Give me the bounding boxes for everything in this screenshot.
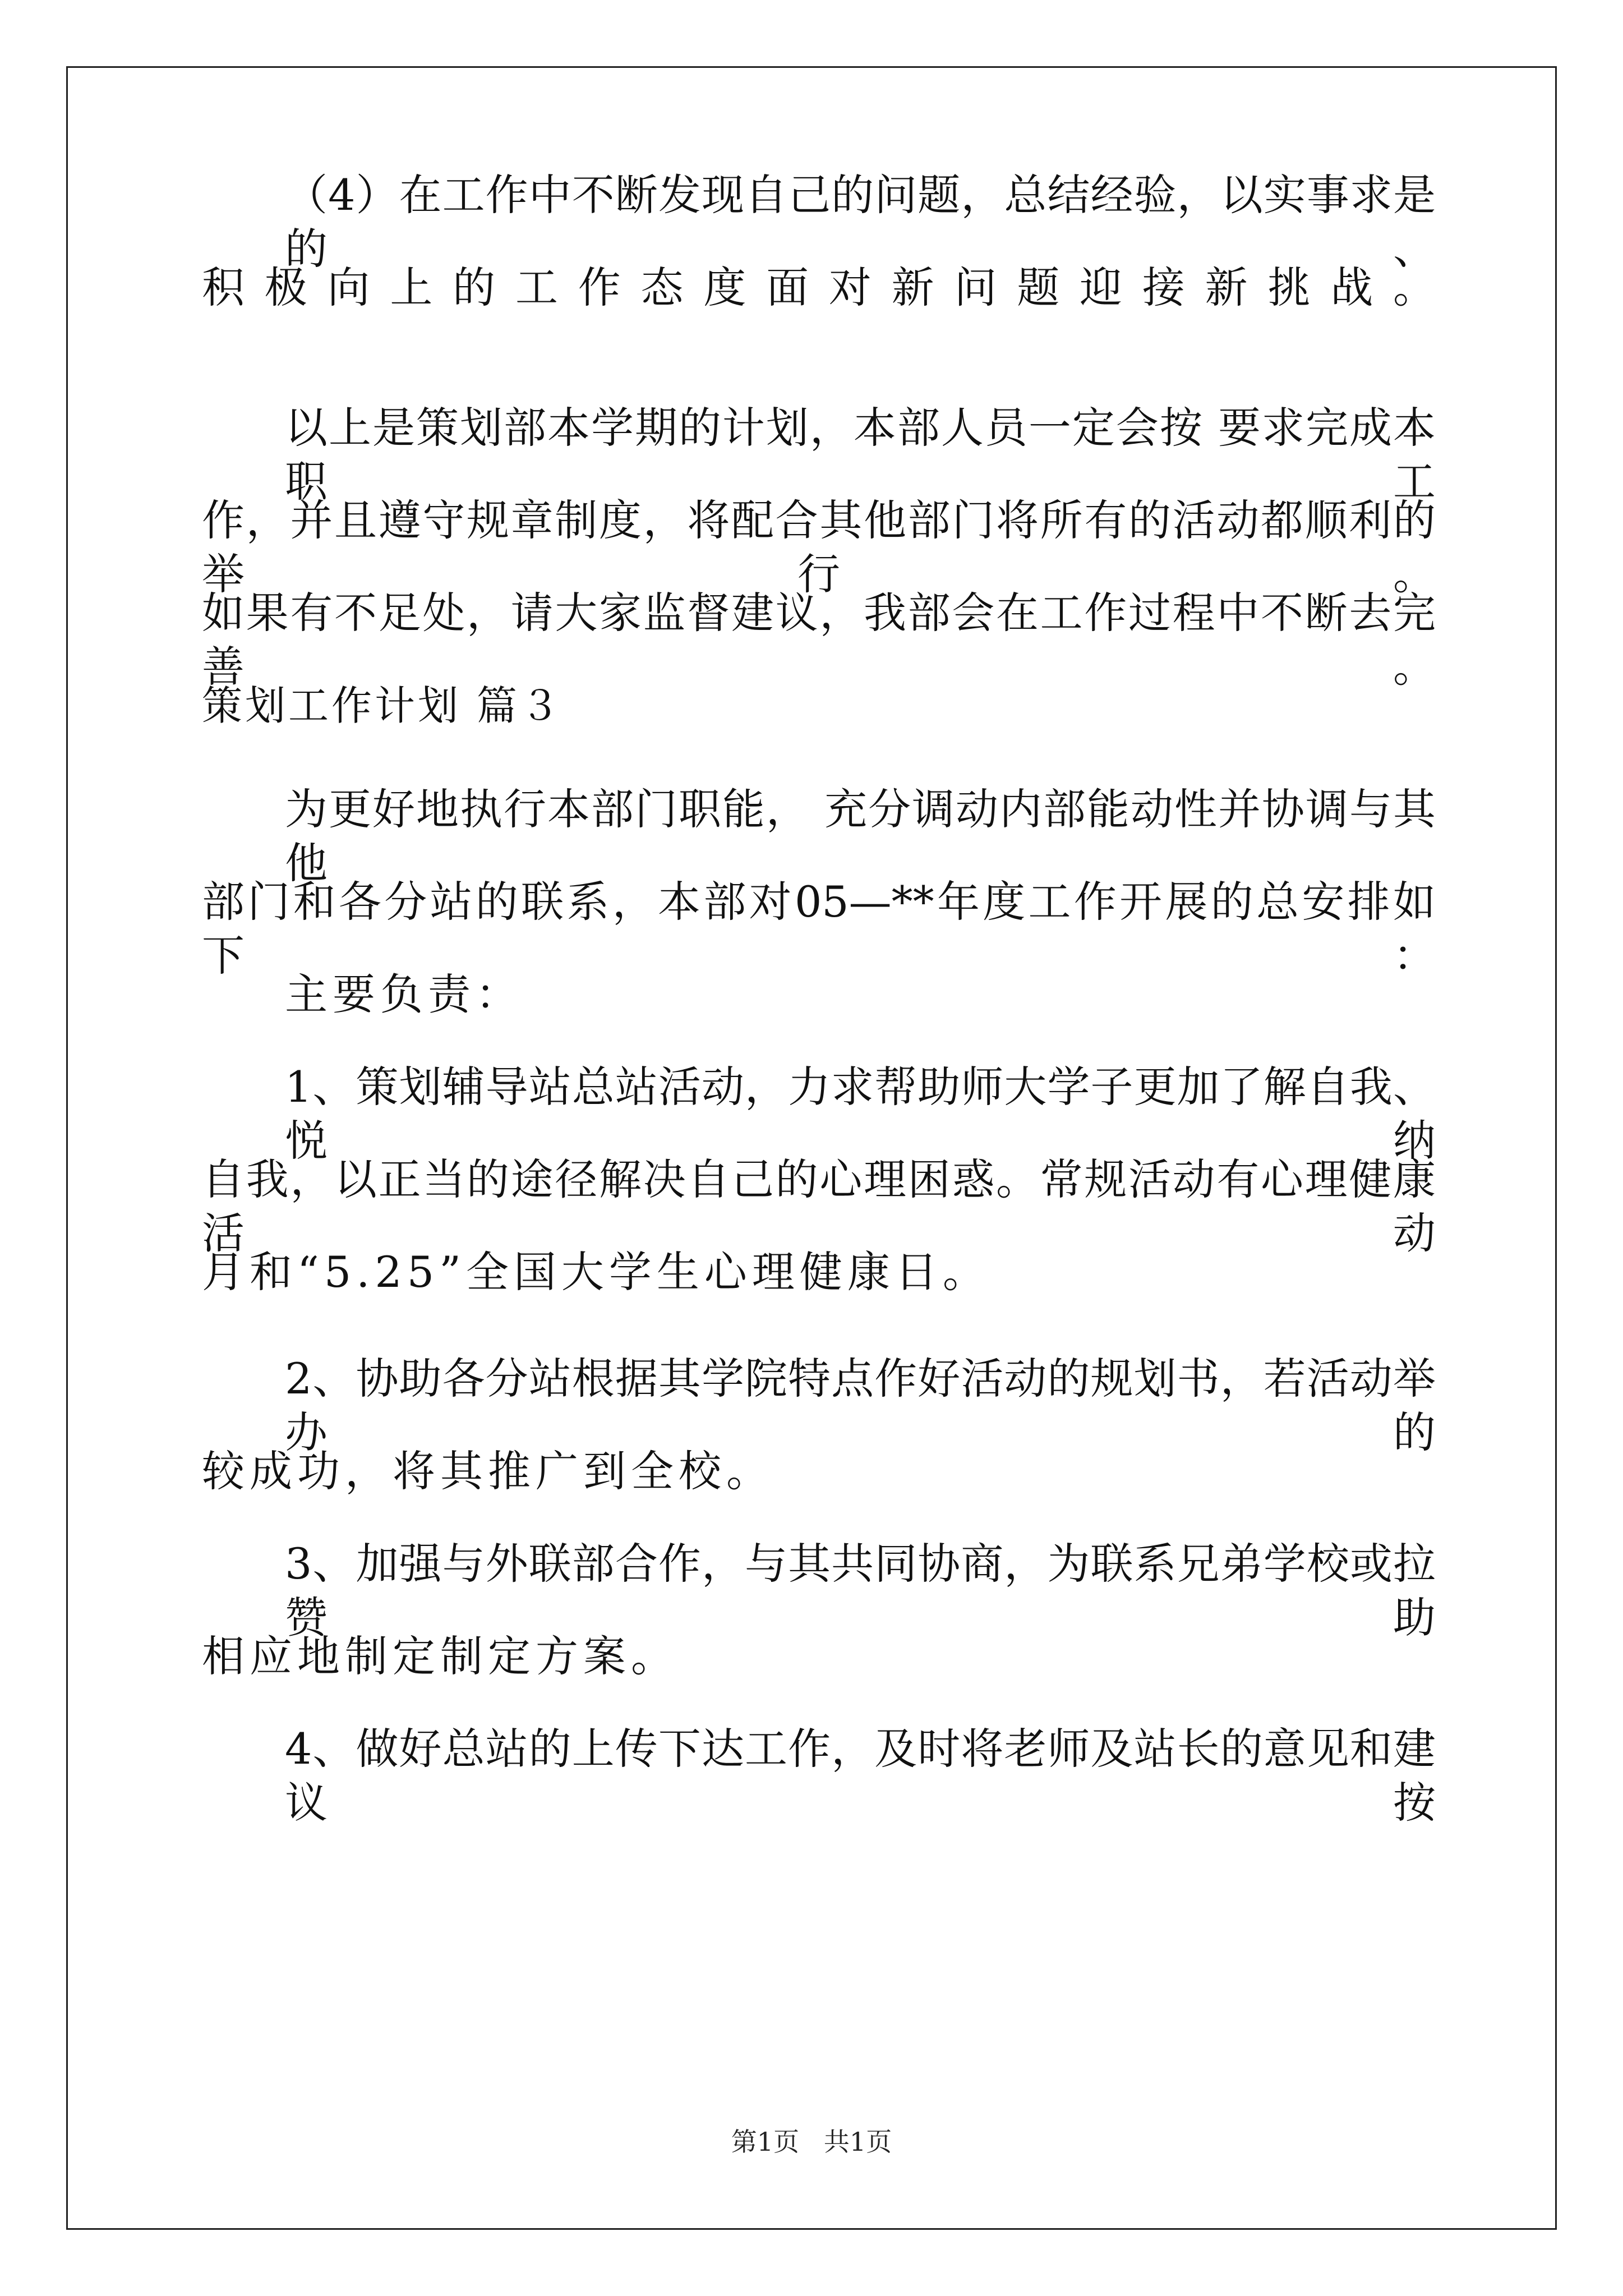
paragraph-line: 月和“5.25”全国大学生心理健康日。 [202, 1247, 990, 1297]
paragraph-line: 1、策划辅导站总站活动，力求帮助师大学子更加了解自我、悦纳 [285, 1062, 1436, 1166]
paragraph-line: 部门和各分站的联系，本部对05—**年度工作开展的总安排如下： [202, 877, 1436, 981]
paragraph-line: 较成功，将其推广到全校。 [202, 1446, 774, 1496]
paragraph-line: 主要负责： [285, 969, 523, 1019]
paragraph-line: 如果有不足处，请大家监督建议，我部会在工作过程中不断去完善。 [202, 588, 1436, 692]
paragraph-line: 相应地制定制定方案。 [202, 1631, 679, 1681]
paragraph-line: 积极向上的工作态度面对新问题迎接新挑战。 [202, 263, 1436, 312]
paragraph-line: 3、加强与外联部合作，与其共同协商，为联系兄弟学校或拉赞助 [285, 1539, 1436, 1642]
paragraph-line: 2、协助各分站根据其学院特点作好活动的规划书，若活动举办的 [285, 1354, 1436, 1457]
page-footer: 第1页 共1页 [731, 2127, 892, 2157]
section-heading: 策划工作计划 篇３ [202, 682, 563, 729]
paragraph-line: 自我，以正当的途径解决自己的心理困惑。常规活动有心理健康活动 [202, 1154, 1436, 1258]
paragraph-line: 4、做好总站的上传下达工作，及时将老师及站长的意见和建议按 [285, 1724, 1436, 1828]
paragraph-line: （4）在工作中不断发现自己的问题，总结经验，以实事求是的、 [285, 170, 1436, 274]
paragraph-line: 为更好地执行本部门职能， 充分调动内部能动性并协调与其他 [285, 784, 1436, 888]
paragraph-line: 以上是策划部本学期的计划，本部人员一定会按 要求完成本职工 [285, 403, 1436, 507]
paragraph-line: 作，并且遵守规章制度，将配合其他部门将所有的活动都顺利的举行。 [202, 495, 1436, 599]
